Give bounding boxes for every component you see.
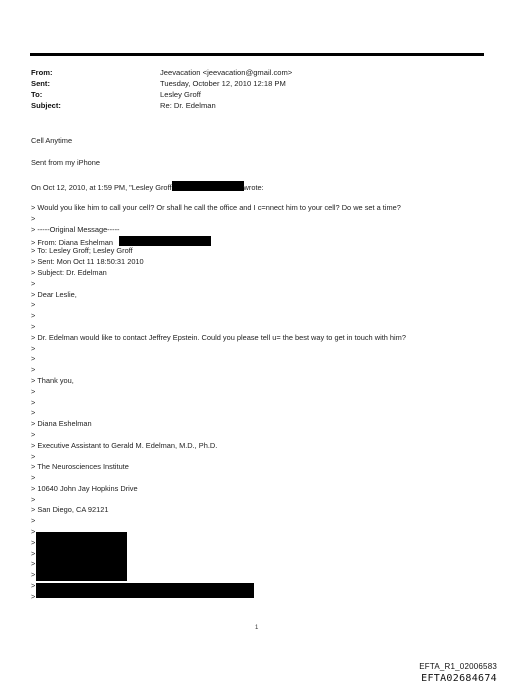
quote-marker: >	[31, 516, 36, 526]
quote-marker: >	[31, 365, 36, 375]
quote-marker: >	[31, 278, 36, 288]
body-line: Cell Anytime	[31, 136, 73, 145]
signature-name: > Diana Eshelman	[31, 419, 92, 429]
header-rule	[30, 53, 484, 56]
quote-marker: >	[31, 386, 36, 396]
from-value: Jeevacation <jeevacation@gmail.com>	[160, 68, 293, 77]
reply-intro-line	[31, 181, 491, 192]
quoted-line: > Sent: Mon Oct 11 18:50:31 2010	[31, 257, 144, 267]
redaction-block	[36, 583, 254, 598]
quote-marker: >	[31, 343, 36, 353]
quote-marker: >	[31, 527, 36, 537]
redaction-block	[172, 181, 244, 191]
page-number: 1	[255, 625, 259, 631]
reply-intro-wrote: wrote:	[243, 182, 264, 192]
from-label: From:	[31, 68, 53, 77]
redaction-block	[36, 532, 127, 581]
quote-marker: >	[31, 408, 36, 418]
quoted-from-text: > From: Diana Eshelman	[31, 237, 113, 247]
quote-marker: >	[31, 321, 36, 331]
reply-intro-text: On Oct 12, 2010, at 1:59 PM, "Lesley Groff	[31, 182, 172, 192]
to-value: Lesley Groff	[160, 90, 201, 99]
quoted-from-line	[31, 236, 491, 247]
quote-marker: >	[31, 494, 36, 504]
signature-title: > Executive Assistant to Gerald M. Edelman, M.D., Ph.D.	[31, 440, 218, 450]
quote-marker: >	[31, 429, 36, 439]
quote-marker: >	[31, 537, 36, 547]
quote-marker: >	[31, 311, 36, 321]
quoted-line: > To: Lesley Groff; Lesley Groff	[31, 246, 133, 256]
quoted-line: > Thank you,	[31, 375, 74, 385]
signature-address: > 10640 John Jay Hopkins Drive	[31, 483, 138, 493]
sent-value: Tuesday, October 12, 2010 12:18 PM	[160, 79, 286, 88]
quote-marker: >	[31, 591, 36, 601]
quoted-line: > Would you like him to call your cell? Or shall he call the office and I c=nnect him to your cell? Do we set a time?	[31, 203, 401, 213]
to-label: To:	[31, 90, 43, 99]
quote-marker: >	[31, 559, 36, 569]
quoted-line: > Dr. Edelman would like to contact Jeffrey Epstein. Could you please tell u= the best way to get in touch with him?	[31, 332, 406, 342]
bates-number: EFTA_R1_02006583	[419, 662, 497, 671]
quote-marker: >	[31, 300, 36, 310]
quote-marker: >	[31, 397, 36, 407]
subject-label: Subject:	[31, 101, 61, 110]
quote-marker: >	[31, 570, 36, 580]
quote-marker: >	[31, 548, 36, 558]
quote-marker: >	[31, 451, 36, 461]
body-line: Sent from my iPhone	[31, 158, 101, 168]
quote-marker: >	[31, 473, 36, 483]
bates-number: EFTA02684674	[421, 673, 497, 684]
sent-label: Sent:	[31, 79, 50, 88]
subject-value: Re: Dr. Edelman	[160, 101, 216, 110]
quote-marker: >	[31, 354, 36, 364]
quote-marker: >	[31, 581, 36, 591]
redaction-block	[119, 236, 211, 246]
quote-marker: >	[31, 213, 36, 223]
signature-address: > San Diego, CA 92121	[31, 505, 109, 515]
quoted-line: > Dear Leslie,	[31, 289, 77, 299]
quoted-line: > Subject: Dr. Edelman	[31, 267, 107, 277]
signature-org: > The Neurosciences Institute	[31, 462, 129, 472]
quoted-line: > -----Original Message-----	[31, 224, 120, 234]
